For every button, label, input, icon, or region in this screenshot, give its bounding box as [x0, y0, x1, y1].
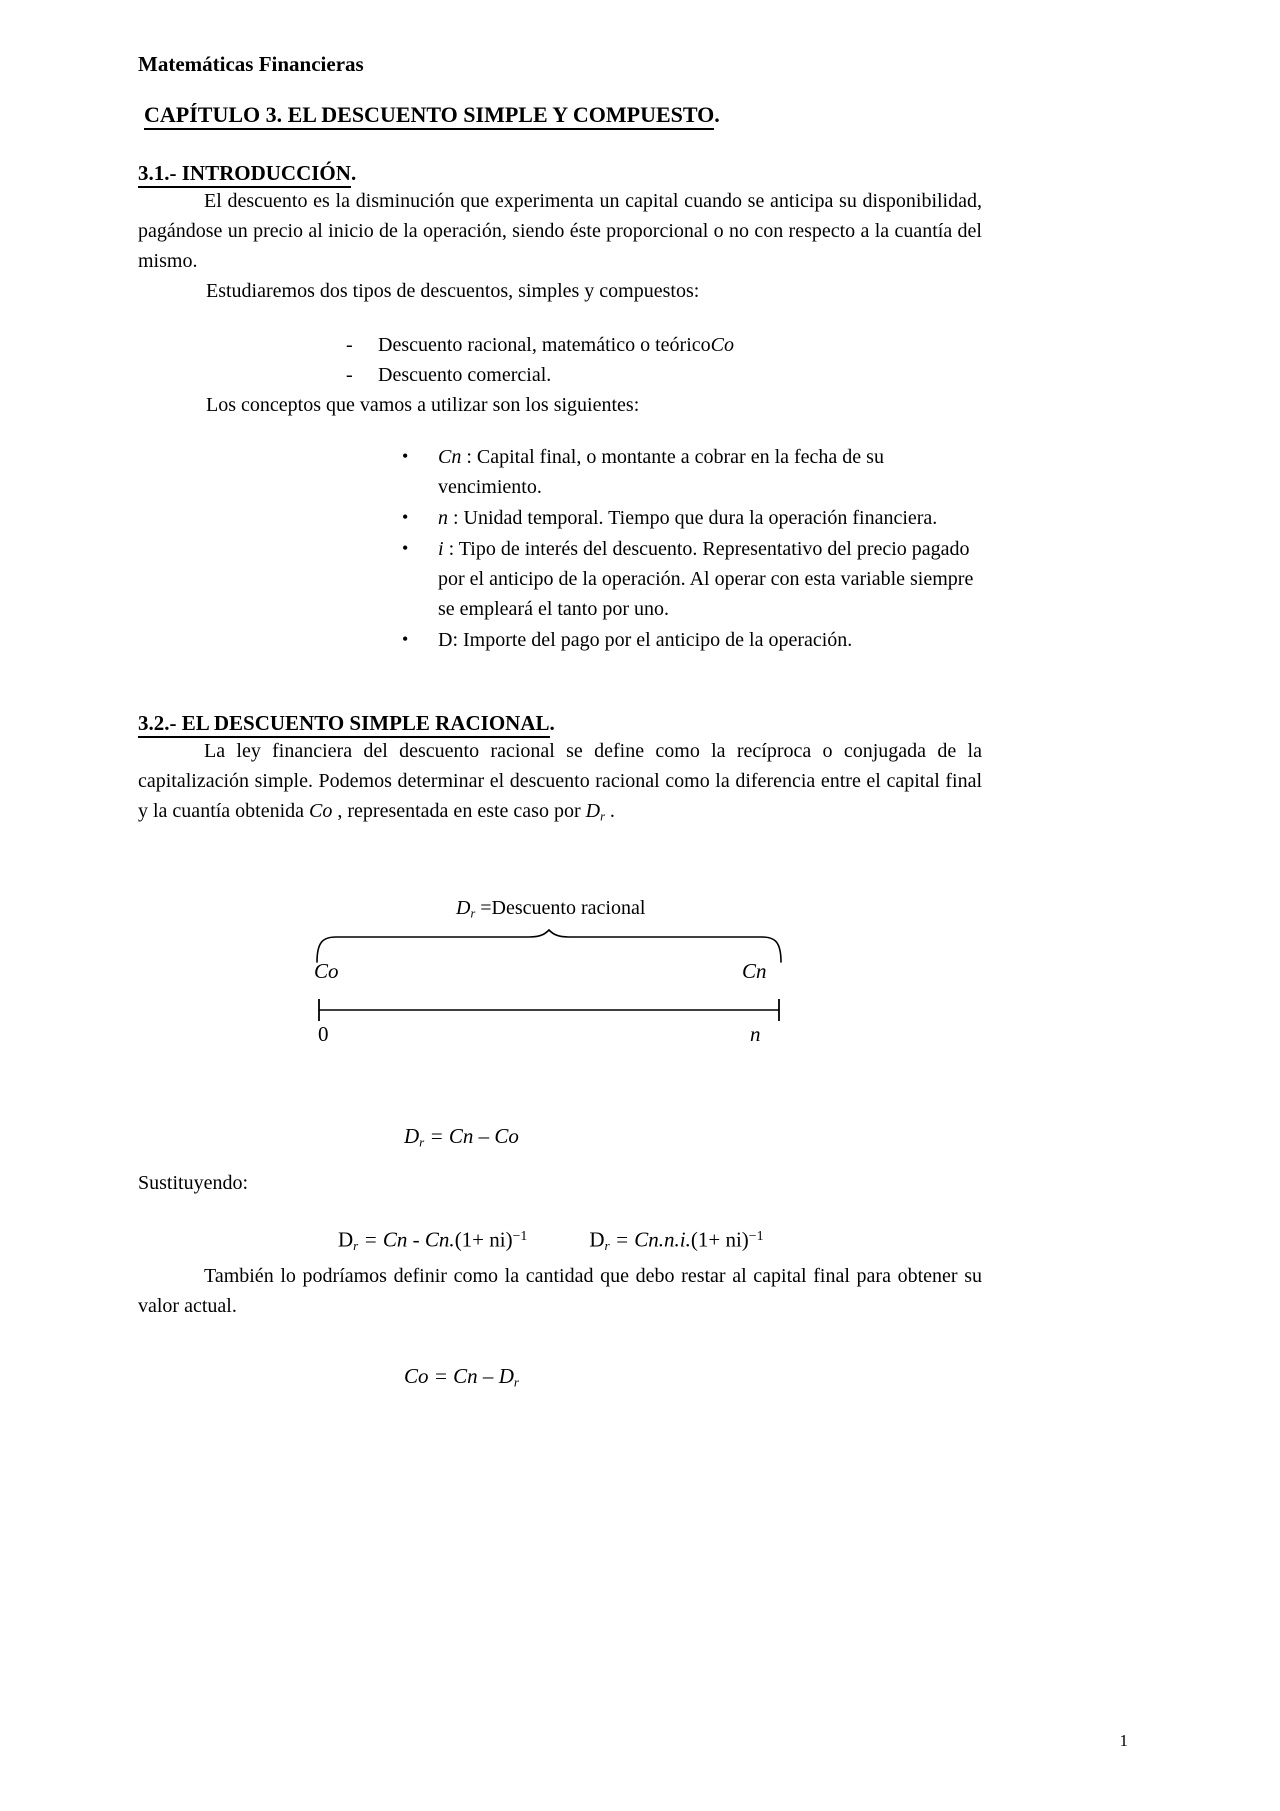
list-item-variable: Co [710, 333, 734, 356]
section-title-3-2-period: . [549, 710, 555, 735]
paragraph-ley-variable-co: Co [309, 799, 333, 822]
paragraph-introduccion [138, 186, 982, 276]
list-item-variable: n [438, 506, 448, 529]
section-title-3-2 [138, 711, 982, 736]
formula-dr-rhs: = Cn – Co [424, 1124, 519, 1149]
chapter-title [144, 102, 982, 128]
diagram-label-time-n: n [750, 1022, 761, 1047]
paragraph-ley-text-3: . [604, 799, 615, 822]
conceptos-list [138, 442, 982, 655]
list-item [346, 330, 982, 360]
page-number: 1 [1119, 1731, 1128, 1750]
formula-co-rhs-subscript: r [513, 1374, 519, 1390]
diagram-label-cn: Cn [742, 959, 767, 984]
formula-dr-lhs: D [404, 1124, 420, 1149]
paragraph-ley-text-1: La ley financiera del descuento racional se define como la recíproca o conjugada de la capitalización simple. Podemos determinar el descuento racional como la diferencia entre el capital final y la cuantía obtenida [138, 739, 982, 822]
section-title-3-1-period: . [350, 160, 357, 185]
list-item-label: D: Importe del pago por el anticipo de la operación. [438, 628, 853, 651]
formula-dr-definition [138, 1121, 982, 1158]
formula-dr-a-lhs-subscript: r [353, 1238, 359, 1254]
formula-dr-a-lhs: D [338, 1227, 354, 1252]
formula-dr-a-exponent: −1 [512, 1228, 528, 1244]
list-item-label: : Tipo de interés del descuento. Representativo del precio pagado por el anticipo de la operación. Al operar con esta variable siempre se empleará el tanto por uno. [438, 537, 974, 620]
list-item [402, 625, 982, 655]
bullet-marker-icon: • [402, 506, 409, 527]
document-header-title: Matemáticas Financieras [138, 52, 364, 76]
formula-dr-b-mid: = Cn.n.i. [609, 1227, 691, 1252]
formula-co-lhs: Co = Cn – [404, 1364, 499, 1389]
descuento-types-list [138, 330, 982, 390]
list-item [402, 503, 982, 533]
paragraph-conceptos: Los conceptos que vamos a utilizar son los siguientes: [206, 393, 640, 416]
section-title-3-1-text: 3.1.- INTRODUCCIÓN [138, 161, 351, 188]
list-item [402, 534, 982, 624]
formula-dr-substituted-row [138, 1221, 982, 1261]
dash-marker-icon: - [346, 333, 353, 356]
paragraph-estudiaremos: Estudiaremos dos tipos de descuentos, simples y compuestos: [206, 279, 700, 302]
list-item-variable: i [438, 537, 444, 560]
formula-dr-lhs-subscript: r [419, 1135, 425, 1151]
section-title-3-1 [138, 161, 982, 186]
section-title-3-2-text: 3.2.- EL DESCUENTO SIMPLE RACIONAL [138, 711, 550, 738]
label-sustituyendo: Sustituyendo: [138, 1172, 249, 1195]
diagram-brace-label [456, 897, 645, 921]
paragraph-tambien [138, 1261, 982, 1321]
diagram-brace-label-variable: D [456, 897, 471, 920]
list-item-label: Descuento racional, matemático o teórico [378, 333, 711, 356]
diagram-label-time-zero: 0 [318, 1022, 329, 1047]
chapter-title-text: CAPÍTULO 3. EL DESCUENTO SIMPLE Y COMPUESTO [144, 102, 714, 130]
paragraph-ley-variable-d-subscript: r [600, 809, 605, 824]
paragraph-ley-financiera [138, 736, 982, 831]
bullet-marker-icon: • [402, 445, 409, 466]
formula-dr-b-exponent: −1 [748, 1228, 764, 1244]
paragraph-ley-text-2: , representada en este caso por [332, 799, 586, 822]
formula-dr-a-mid: = Cn - Cn. [358, 1227, 455, 1252]
diagram-label-co: Co [314, 959, 339, 984]
bullet-marker-icon: • [402, 537, 409, 558]
list-item-label: Descuento comercial. [378, 363, 552, 386]
formula-co-rhs: D [498, 1364, 514, 1389]
list-item-variable: Cn [438, 445, 462, 468]
diagram-brace-label-text: =Descuento racional [475, 897, 646, 920]
list-item [346, 360, 982, 390]
paragraph-ley-variable-d: D [585, 799, 601, 822]
paragraph-tambien-text: También lo podríamos definir como la cantidad que debo restar al capital final para obtener su valor actual. [138, 1265, 982, 1318]
chapter-title-period: . [714, 102, 720, 128]
formula-dr-b-lhs: D [589, 1227, 605, 1252]
list-item-label: : Capital final, o montante a cobrar en la fecha de su vencimiento. [438, 445, 884, 498]
list-item-label: : Unidad temporal. Tiempo que dura la operación financiera. [448, 506, 938, 529]
dash-marker-icon: - [346, 363, 353, 386]
timeline-diagram [138, 897, 982, 1107]
list-item [402, 442, 982, 502]
paragraph-introduccion-text: El descuento es la disminución que experimenta un capital cuando se anticipa su disponibilidad, pagándose un precio al inicio de la operación, siendo éste proporcional o no con respecto a la cuantía del mismo. [138, 189, 982, 272]
bullet-marker-icon: • [402, 628, 409, 649]
formula-dr-b-paren: (1+ ni) [690, 1227, 749, 1252]
diagram-brace-label-subscript: r [470, 906, 476, 921]
curly-brace-icon [314, 929, 784, 963]
formula-dr-b-lhs-subscript: r [604, 1238, 610, 1254]
timeline-axis [318, 995, 780, 1025]
formula-co-definition [138, 1361, 982, 1398]
formula-dr-a-paren: (1+ ni) [454, 1227, 513, 1252]
page-content [138, 0, 982, 1398]
